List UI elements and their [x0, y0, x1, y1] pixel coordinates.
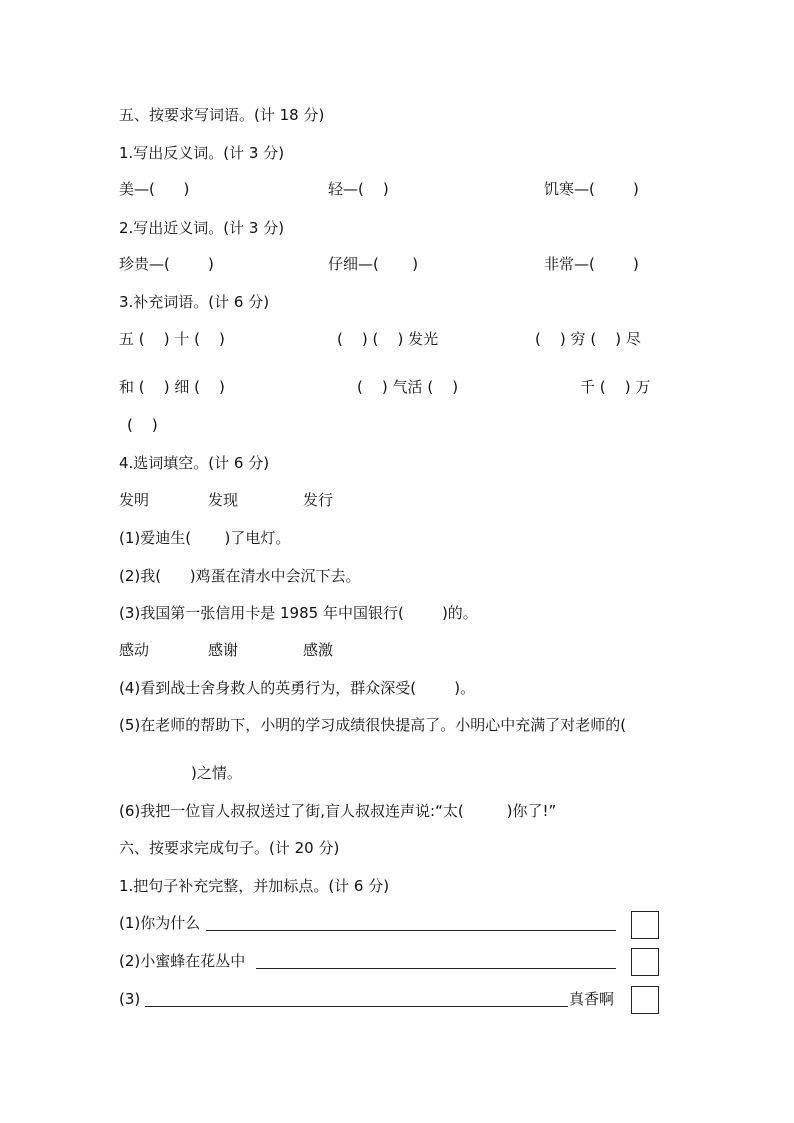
idiom-item-7: ( ) — [127, 416, 158, 434]
word-choice-2: 发现 — [208, 491, 239, 509]
synonym-item-1: 珍贵—( ) — [119, 255, 214, 273]
sentence-2: (2)我( )鸡蛋在清水中会沉下去。 — [119, 567, 361, 585]
q3-title: 3.补充词语。(计 6 分) — [119, 293, 270, 311]
word-choice-5: 感谢 — [208, 641, 239, 659]
sentence-6: (6)我把一位盲人叔叔送过了街,盲人叔叔连声说:“太( )你了!” — [119, 802, 557, 820]
sentence-3: (3)我国第一张信用卡是 1985 年中国银行( )的。 — [119, 604, 478, 622]
word-choice-4: 感动 — [119, 641, 150, 659]
complete-sentence-3-suffix: 真香啊 — [569, 990, 615, 1008]
q4-title: 4.选词填空。(计 6 分) — [119, 454, 270, 472]
answer-line-1[interactable] — [206, 930, 616, 931]
antonym-item-3: 饥寒—( ) — [544, 180, 639, 198]
idiom-item-1: 五 ( ) 十 ( ) — [119, 330, 225, 348]
complete-sentence-1: (1)你为什么 — [119, 914, 201, 932]
q2-title: 2.写出近义词。(计 3 分) — [119, 219, 285, 237]
idiom-item-6: 千 ( ) 万 — [580, 378, 651, 396]
idiom-item-2: ( ) ( ) 发光 — [337, 330, 439, 348]
idiom-item-3: ( ) 穷 ( ) 尽 — [535, 330, 641, 348]
idiom-item-4: 和 ( ) 细 ( ) — [119, 378, 225, 396]
answer-line-2[interactable] — [256, 968, 616, 969]
complete-sentence-3-prefix: (3) — [119, 990, 141, 1008]
sentence-5-line-1: (5)在老师的帮助下，小明的学习成绩很快提高了。小明心中充满了对老师的( — [119, 716, 627, 734]
antonym-item-2: 轻—( ) — [328, 180, 389, 198]
complete-sentence-2: (2)小蜜蜂在花丛中 — [119, 952, 246, 970]
word-choice-1: 发明 — [119, 491, 150, 509]
antonym-item-1: 美—( ) — [119, 180, 190, 198]
q1-title: 1.写出反义词。(计 3 分) — [119, 144, 285, 162]
section6-title: 六、按要求完成句子。(计 20 分) — [119, 839, 340, 857]
synonym-item-2: 仔细—( ) — [328, 255, 419, 273]
section5-title: 五、按要求写词语。(计 18 分) — [119, 106, 325, 124]
s6-q1-title: 1.把句子补充完整，并加标点。(计 6 分) — [119, 877, 390, 895]
punctuation-box-3[interactable] — [631, 986, 659, 1014]
sentence-5-line-2: )之情。 — [191, 764, 242, 782]
word-choice-3: 发行 — [303, 491, 334, 509]
sentence-1: (1)爱迪生( )了电灯。 — [119, 529, 291, 547]
punctuation-box-1[interactable] — [631, 911, 659, 939]
word-choice-6: 感激 — [303, 641, 334, 659]
punctuation-box-2[interactable] — [631, 948, 659, 976]
sentence-4: (4)看到战士舍身救人的英勇行为，群众深受( )。 — [119, 679, 476, 697]
answer-line-3[interactable] — [145, 1006, 568, 1007]
synonym-item-3: 非常—( ) — [544, 255, 639, 273]
idiom-item-5: ( ) 气活 ( ) — [357, 378, 459, 396]
